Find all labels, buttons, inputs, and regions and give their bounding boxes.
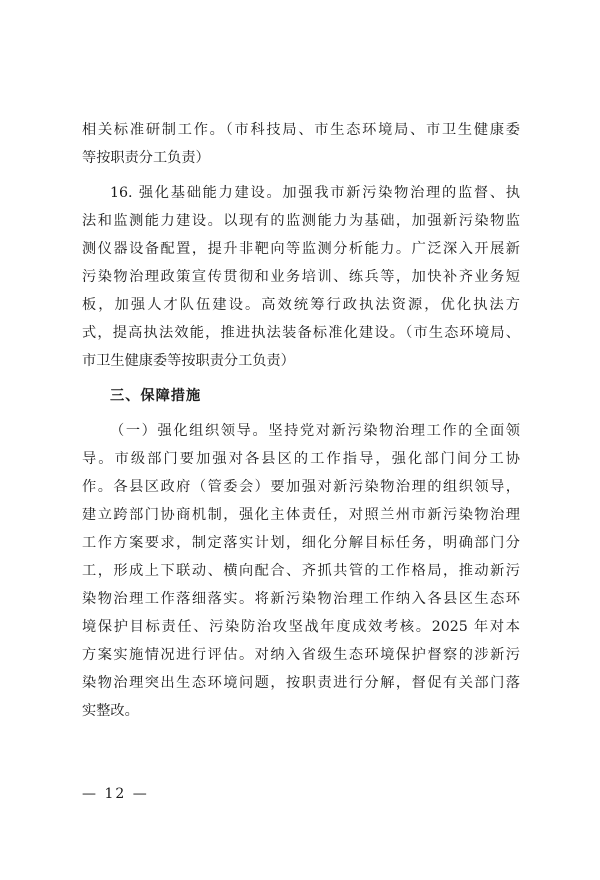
text-line: 市卫生健康委等按职责分工负责） [82, 353, 295, 369]
text-line: 工，形成上下联动、横向配合、齐抓共管的工作格局，推动新污 [82, 563, 520, 579]
subsection-1-heading-line: （一）强化组织领导。坚持党对新污染物治理工作的全面领 [110, 423, 520, 439]
text-line: 污染物治理政策宣传贯彻和业务培训、练兵等，加快补齐业务短 [82, 269, 520, 285]
text-line: 染物治理突出生态环境问题，按职责进行分解，督促有关部门落 [82, 675, 520, 691]
text-line: 测仪器设备配置，提升非靶向等监测分析能力。广泛深入开展新 [82, 241, 520, 257]
text-line: 相关标准研制工作。（市科技局、市生态环境局、市卫生健康委 [82, 122, 520, 138]
section-heading-safeguards: 三、保障措施 [110, 388, 202, 404]
text-line: 境保护目标责任、污染防治攻坚战年度成效考核。2025 年对本 [82, 619, 520, 635]
text-line: 作。各县区政府（管委会）要加强对新污染物治理的组织领导， [82, 479, 520, 495]
text-line: 法和监测能力建设。以现有的监测能力为基础，加强新污染物监 [82, 213, 520, 229]
text-line: 工作方案要求，制定落实计划，细化分解目标任务，明确部门分 [82, 535, 520, 551]
text-line: 导。市级部门要加强对各县区的工作指导，强化部门间分工协 [82, 451, 520, 467]
page-number: — 12 — [82, 786, 149, 802]
text-line: 板，加强人才队伍建设。高效统筹行政执法资源，优化执法方 [82, 297, 520, 313]
section-16-heading-line: 16. 强化基础能力建设。加强我市新污染物治理的监督、执 [110, 185, 520, 201]
text-line: 方案实施情况进行评估。对纳入省级生态环境保护督察的涉新污 [82, 647, 520, 663]
text-line: 式，提高执法效能，推进执法装备标准化建设。（市生态环境局、 [82, 325, 520, 341]
text-line: 等按职责分工负责） [82, 150, 210, 166]
text-line: 实整改。 [82, 703, 139, 719]
text-line: 建立跨部门协商机制，强化主体责任，对照兰州市新污染物治理 [82, 507, 520, 523]
text-line: 染物治理工作落细落实。将新污染物治理工作纳入各县区生态环 [82, 591, 520, 607]
